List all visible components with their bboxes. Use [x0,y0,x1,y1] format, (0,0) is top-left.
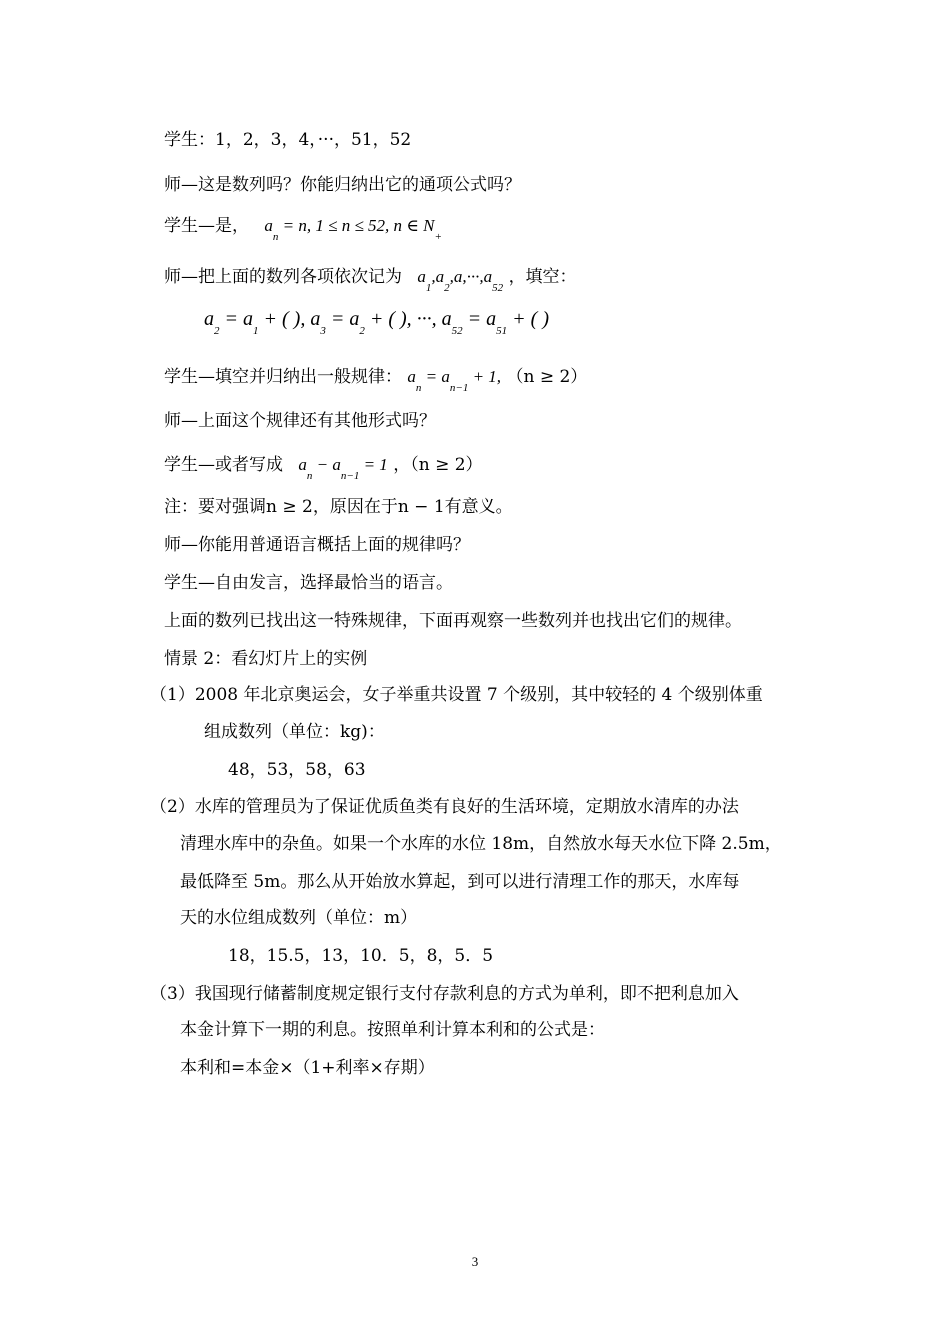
formula-general-term: $a_n = n$, 1 ≤ n ≤ 52, n ∈ $N_+$ [264,216,442,243]
text-span: （n ≥ 2） [506,367,588,387]
text-span: ，填空： [508,267,577,287]
text-line: 18，15.5，13，10．5，8，5．5 [228,946,494,966]
text-line [164,454,483,487]
text-line [164,366,587,399]
text-line [164,266,577,299]
text-line: 情景 2：看幻灯片上的实例 [164,649,368,669]
text-line: 注：要对强调n ≥ 2，原因在于n − 1有意义。 [164,497,513,517]
text-line: （2）水库的管理员为了保证优质鱼类有良好的生活环境，定期放水清库的办法 [150,797,739,817]
text-line: （1）2008 年北京奥运会，女子举重共设置 7 个级别，其中较轻的 4 个级别体重 [150,685,763,705]
text-line: 师—你能用普通语言概括上面的规律吗？ [164,535,470,555]
page-number: 3 [471,1254,479,1269]
text-line: 清理水库中的杂鱼。如果一个水库的水位 18m，自然放水每天水位下降 2.5m， [180,834,782,854]
text-line: 天的水位组成数列（单位：m） [180,908,418,928]
text-line [164,215,442,248]
text-line: 最低降至 5m。那么从开始放水算起，到可以进行清理工作的那天，水库每 [180,872,740,892]
text-line: 师—这是数列吗？你能归纳出它的通项公式吗？ [164,175,521,195]
text-line: 组成数列（单位：kg)： [204,722,385,742]
text-line: 师—上面这个规律还有其他形式吗？ [164,411,436,431]
text-span: 师—把上面的数列各项依次记为 [164,267,402,287]
formula-recurrence: $a_n = a_{n-1} + 1$, [407,367,502,394]
text-line: （3）我国现行储蓄制度规定银行支付存款利息的方式为单利，即不把利息加入 [150,984,739,1004]
text-line: 本利和=本金×（1+利率×存期） [180,1058,435,1078]
text-line: 48，53，58，63 [228,760,366,780]
text-line: 学生—自由发言，选择最恰当的语言。 [164,573,453,593]
formula-terms: $a_1,a_2,a,\cdot\cdot\cdot,a_{52}$ [417,267,504,294]
text-line: 本金计算下一期的利息。按照单利计算本利和的公式是： [180,1020,605,1040]
text-span: 学生—填空并归纳出一般规律： [164,367,402,387]
formula-difference: $a_n - a_{n-1} = 1$ [298,455,388,482]
text-span: ，（n ≥ 2） [393,455,483,475]
text-span: 学生—是， [164,216,249,236]
text-line: 上面的数列已找出这一特殊规律，下面再观察一些数列并也找出它们的规律。 [164,611,742,631]
text-line: 学生：1，2，3，4，···，51，52 [164,130,412,150]
formula-fill-blank: $a_2 = a_1$ + ( ), $a_3 = a_2$ + ( ), ···, $a_{52} = a_{51}$ + ( ) [204,308,549,337]
text-span: 学生—或者写成 [164,455,283,475]
